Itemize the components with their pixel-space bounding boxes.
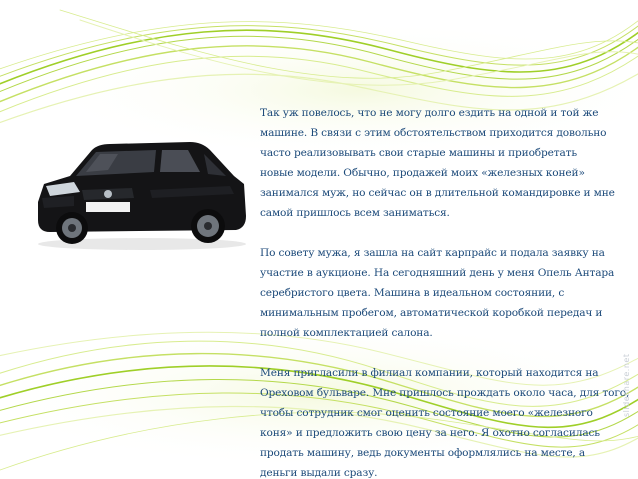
watermark: slideshare.net	[622, 353, 631, 417]
text-line: деньги выдали сразу.	[260, 467, 378, 479]
text-line: продать машину, ведь документы оформлялись на месте, а	[260, 447, 586, 459]
text-line: чтобы сотрудник смог оценить состояние моего «железного	[260, 407, 593, 419]
text-line: занимался муж, но сейчас он в длительной командировке и мне	[260, 187, 615, 199]
text-line: новые модели. Обычно, продажей моих «железных коней»	[260, 167, 585, 179]
text-line: минимальным пробегом, автоматической коробкой передач и	[260, 307, 603, 319]
text-line: полной комплектацией салона.	[260, 327, 433, 339]
paragraph-1	[260, 103, 615, 223]
car-image	[30, 132, 252, 252]
text-line: коня» и предложить свою цену за него. Я охотно согласилась	[260, 427, 600, 439]
text-line: машине. В связи с этим обстоятельством приходится довольно	[260, 127, 607, 139]
text-line: По совету мужа, я зашла на сайт карпрайс и подала заявку на	[260, 247, 605, 259]
text-line: самой пришлось всем заниматься.	[260, 207, 450, 219]
paragraph-2	[260, 243, 615, 343]
text-line: часто реализовывать свои старые машины и приобретать	[260, 147, 577, 159]
text-line: Ореховом бульваре. Мне пришлось прождать около часа, для того,	[260, 387, 630, 399]
text-line: Меня пригласили в филиал компании, который находится на	[260, 367, 599, 379]
text-line: Так уж повелось, что не могу долго ездить на одной и той же	[260, 107, 599, 119]
text-line: участие в аукционе. На сегодняшний день у меня Опель Антара	[260, 267, 615, 279]
text-line: серебристого цвета. Машина в идеальном состоянии, с	[260, 287, 565, 299]
